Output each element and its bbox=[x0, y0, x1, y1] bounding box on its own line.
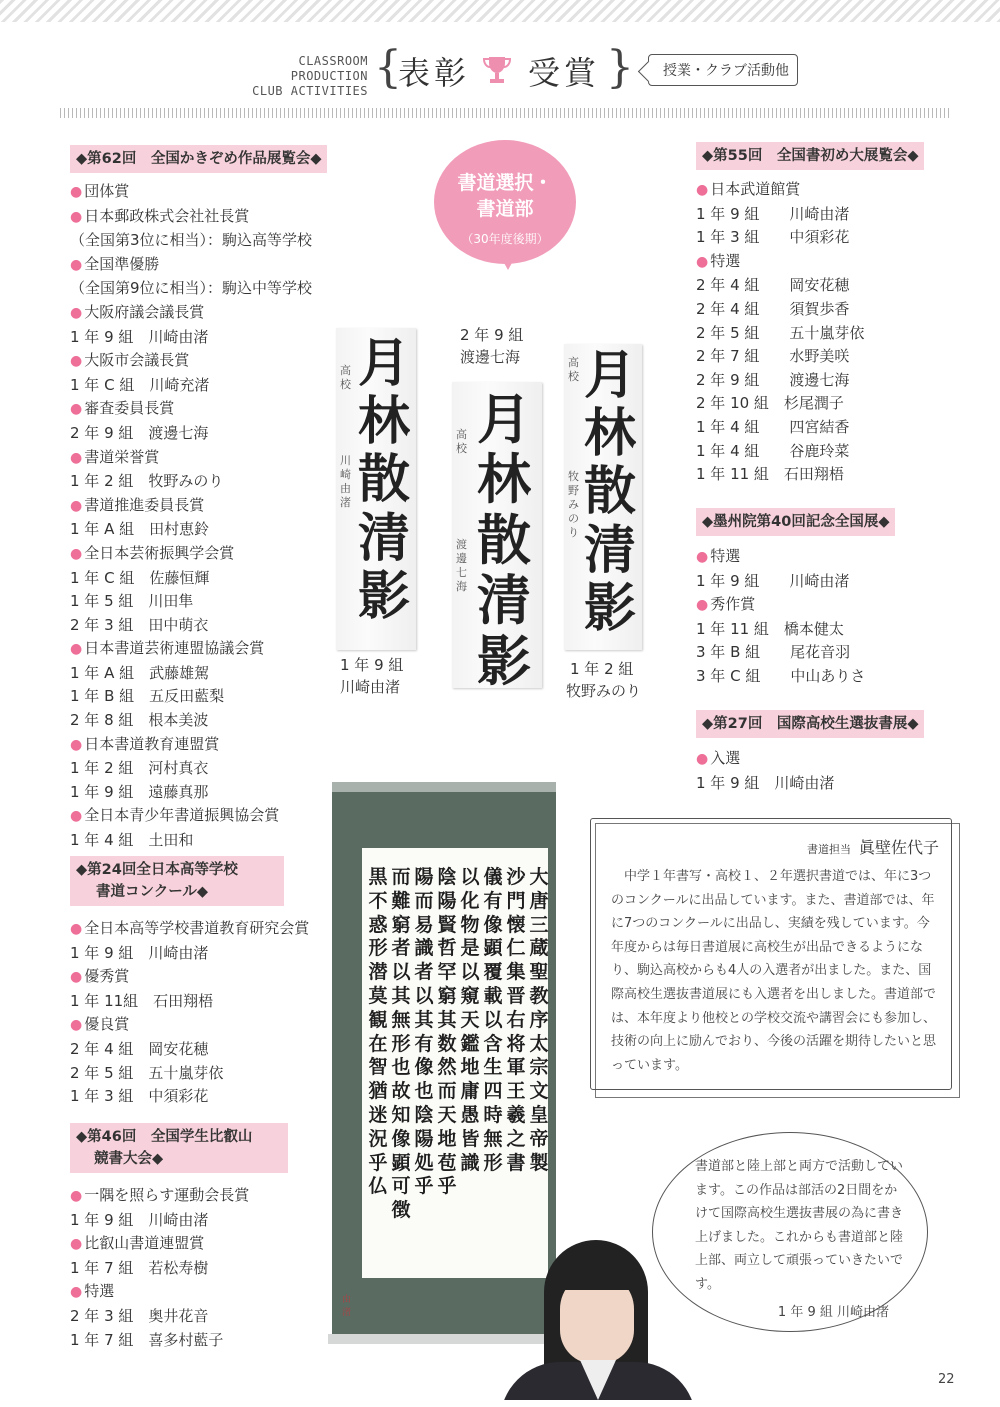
award-recipient: 1 年 4 組 四宮結香 bbox=[696, 417, 850, 436]
page-number: 22 bbox=[938, 1372, 955, 1387]
section-title-kokusai: ◆第27回 国際高校生選抜書展◆ bbox=[696, 710, 924, 738]
award-recipient: 3 年 C 組 中山ありさ bbox=[696, 666, 866, 685]
award-name: ● 秀作賞 bbox=[696, 593, 956, 618]
work-character: 林 bbox=[477, 447, 531, 512]
badge-tail bbox=[498, 252, 518, 270]
award-recipient: 2 年 7 組 水野美咲 bbox=[696, 347, 850, 366]
award-recipient: 1 年 2 組 牧野みのり bbox=[70, 472, 224, 491]
work-right-caption: 1 年 2 組 牧野みのり bbox=[566, 660, 642, 700]
award-list-bokushuin bbox=[696, 545, 956, 689]
award-list-kokusai bbox=[696, 747, 956, 795]
award-list-hieizan bbox=[70, 1184, 350, 1352]
right-column-2 bbox=[696, 508, 956, 689]
award-name: ● 日本書道芸術連盟協議会賞 bbox=[70, 637, 350, 662]
award-name: ● 優良賞 bbox=[70, 1013, 350, 1038]
student-quote-text: 書道部と陸上部と両方で活動しています。この作品は部活の2日間をかけて国際高校生選抜書展の為に書き上げました。これからも書道部と陸上部、両立して頑張っていきたいです。 bbox=[695, 1159, 904, 1292]
work-character: 清 bbox=[583, 519, 636, 581]
award-name: ● 全日本高等学校書道教育研究会賞 bbox=[70, 917, 350, 942]
scroll-column: 大 唐 三 蔵 聖 教 序 太 宗 文 皇 帝 製 bbox=[529, 866, 549, 1174]
award-recipient: 1 年 11組 石田翔梧 bbox=[70, 991, 214, 1010]
award-name: ● 書道推進委員長賞 bbox=[70, 494, 350, 519]
section-title-bokushuin: ◆墨州院第40回記念全国展◆ bbox=[696, 508, 895, 536]
heading-jusho: 受賞 bbox=[528, 54, 601, 92]
page-header bbox=[238, 44, 818, 100]
award-name: ● 全日本芸術振興学会賞 bbox=[70, 542, 350, 567]
award-recipient: 1 年 A 組 田村恵鈴 bbox=[70, 520, 210, 539]
award-recipient: 1 年 3 組 中須彩花 bbox=[696, 228, 850, 247]
work-character: 月 bbox=[477, 387, 531, 451]
award-recipient: 1 年 9 組 川崎由渚 bbox=[696, 204, 850, 223]
award-recipient: 2 年 10 組 杉尾潤子 bbox=[696, 394, 844, 413]
award-recipient: 1 年 9 組 川崎由渚 bbox=[696, 571, 850, 590]
award-name: ● 特選 bbox=[696, 250, 956, 275]
award-name: ● 審査委員長賞 bbox=[70, 397, 350, 422]
teacher-note bbox=[590, 818, 952, 1090]
calligraphy-work-right bbox=[564, 344, 642, 650]
work-character: 影 bbox=[583, 577, 636, 639]
award-name: ● 全日本青少年書道振興協会賞 bbox=[70, 804, 350, 829]
award-recipient: 2 年 3 組 田中萌衣 bbox=[70, 615, 209, 634]
award-recipient: 2 年 8 組 根本美波 bbox=[70, 711, 209, 730]
scroll-column: 陽 而 易 識 者 以 其 有 像 也 陰 陽 処 乎 bbox=[414, 866, 434, 1198]
work-character: 影 bbox=[477, 628, 531, 693]
award-recipient: （全国第9位に相当）：駒込中等学校 bbox=[70, 279, 313, 298]
category-tag: 授業・クラブ活動他 bbox=[648, 54, 798, 86]
work-left-text bbox=[356, 333, 412, 629]
award-name: ● 大阪市会議長賞 bbox=[70, 349, 350, 374]
section-title-kakizome-daiten: ◆第55回 全国書初め大展覧会◆ bbox=[696, 142, 924, 170]
section-title-koukou-shodo: ◆第24回全日本高等学校 書道コンクール◆ bbox=[70, 856, 284, 906]
work-character: 月 bbox=[357, 333, 410, 394]
award-recipient: 1 年 2 組 河村真衣 bbox=[70, 759, 209, 778]
work-left-school: 高校 bbox=[340, 364, 351, 391]
scroll-column: 而 難 窮 者 以 其 無 形 也 故 知 像 顕 可 徴 bbox=[391, 866, 411, 1222]
work-right-school: 高校 bbox=[568, 356, 579, 383]
award-recipient: 1 年 9 組 川崎由渚 bbox=[70, 327, 209, 346]
student-quote-name: 1 年 9 組 川崎由渚 bbox=[777, 1305, 889, 1320]
award-name: ● 日本郵政株式会社社長賞 bbox=[70, 205, 350, 230]
work-center-text bbox=[474, 387, 534, 694]
right-column bbox=[696, 142, 956, 487]
club-badge bbox=[434, 140, 576, 264]
scroll-column: 以 化 物 是 以 窺 天 鑑 地 庸 愚 皆 識 bbox=[460, 866, 480, 1174]
award-name: ● 全国準優勝 bbox=[70, 253, 350, 278]
work-character: 散 bbox=[477, 507, 531, 572]
left-column-2 bbox=[70, 856, 350, 1109]
award-recipient: 1 年 A 組 武藤雄駕 bbox=[70, 663, 210, 682]
award-recipient: 2 年 3 組 奥井花音 bbox=[70, 1306, 209, 1325]
english-heading: CLASSROOM PRODUCTION CLUB ACTIVITIES bbox=[252, 54, 368, 98]
award-recipient: 2 年 4 組 岡安花穂 bbox=[696, 276, 850, 295]
award-recipient: 2 年 5 組 五十嵐芽依 bbox=[696, 323, 865, 342]
work-character: 清 bbox=[477, 568, 531, 633]
award-recipient: 2 年 9 組 渡邊七海 bbox=[696, 370, 850, 389]
award-name: ● 入選 bbox=[696, 747, 956, 772]
scroll-column: 儀 有 像 顕 覆 載 以 含 生 四 時 無 形 bbox=[483, 866, 503, 1174]
scroll-column: 黒 不 惑 形 潜 莫 観 在 智 猶 迷 況 乎 仏 bbox=[368, 866, 388, 1198]
heading-hyosho: 表彰 bbox=[398, 54, 471, 92]
right-column-3 bbox=[696, 710, 956, 795]
calligraphy-work-center bbox=[452, 382, 542, 693]
award-recipient: 1 年 9 組 川崎由渚 bbox=[70, 1210, 209, 1229]
award-recipient: 1 年 9 組 遠藤真那 bbox=[70, 782, 209, 801]
award-list-kakizome bbox=[70, 180, 350, 853]
award-recipient: 1 年 B 組 五反田藍梨 bbox=[70, 687, 225, 706]
work-center-name: 渡邊七海 bbox=[456, 538, 467, 593]
teacher-note-body: 中学１年書写・高校１、２年選択書道では、年に3つのコンクールに出品しています。また、書道部では、年に7つのコンクールに出品し、実績を残しています。今年度からは毎日書道展に高校生が出品できるようになり、駒込高校からも4人の入選者が出ました。また、国際高校生選抜書道展にも入選者を出しました。書道部では、本年度より他校との学校交流や講習会にも参加し、技術の向上に励んでおり、今後の活躍を期待したいと思っています。 bbox=[611, 869, 937, 1073]
award-name: ● 日本武道館賞 bbox=[696, 178, 956, 203]
award-name: ● 特選 bbox=[70, 1280, 350, 1305]
award-recipient: 1 年 7 組 若松寿樹 bbox=[70, 1258, 209, 1277]
work-center-school: 高校 bbox=[456, 428, 467, 455]
award-recipient: 1 年 7 組 喜多村藍子 bbox=[70, 1330, 224, 1349]
award-recipient: 2 年 4 組 須賀歩香 bbox=[696, 299, 850, 318]
right-brace: } bbox=[606, 42, 634, 93]
award-list-koukou-shodo bbox=[70, 917, 350, 1109]
award-recipient: 2 年 4 組 岡安花穂 bbox=[70, 1039, 209, 1058]
award-recipient: 1 年 C 組 川崎充渚 bbox=[70, 375, 210, 394]
section-title-hieizan: ◆第46回 全国学生比叡山 競書大会◆ bbox=[70, 1123, 288, 1173]
badge-term: （30年度後期） bbox=[461, 232, 549, 246]
award-name: ● 団体賞 bbox=[70, 180, 350, 205]
trophy-icon bbox=[482, 54, 512, 86]
scroll-seal: 由渚 bbox=[342, 1295, 352, 1318]
award-name: ● 書道栄誉賞 bbox=[70, 446, 350, 471]
award-recipient: 1 年 11 組 橋本健太 bbox=[696, 619, 844, 638]
award-recipient: （全国第3位に相当）：駒込高等学校 bbox=[70, 231, 313, 250]
scroll-column: 沙 門 懐 仁 集 晋 右 将 軍 王 羲 之 書 bbox=[506, 866, 526, 1174]
award-recipient: 1 年 4 組 土田和 bbox=[70, 831, 194, 850]
work-right-name: 牧野みのり bbox=[568, 470, 579, 539]
work-character: 林 bbox=[357, 391, 410, 453]
calligraphy-work-left bbox=[336, 328, 416, 650]
award-name: ● 特選 bbox=[696, 545, 956, 570]
work-character: 影 bbox=[357, 565, 410, 627]
header-ruler bbox=[60, 108, 950, 118]
work-character: 清 bbox=[357, 507, 410, 569]
award-name: ● 大阪府議会議長賞 bbox=[70, 301, 350, 326]
award-name: ● 一隅を照らす運動会長賞 bbox=[70, 1184, 350, 1209]
left-column bbox=[70, 145, 350, 853]
work-right-text bbox=[582, 345, 638, 641]
work-character: 散 bbox=[583, 461, 636, 523]
badge-title: 書道選択・ 書道部 bbox=[457, 172, 553, 220]
section-title-kakizome: ◆第62回 全国かきぞめ作品展覧会◆ bbox=[70, 145, 327, 173]
award-recipient: 1 年 5 組 川田隼 bbox=[70, 592, 194, 611]
award-name: ● 比叡山書道連盟賞 bbox=[70, 1232, 350, 1257]
award-recipient: 1 年 3 組 中須彩花 bbox=[70, 1087, 209, 1106]
student-photo bbox=[500, 1238, 696, 1400]
work-center-caption: 2 年 9 組 渡邊七海 bbox=[460, 326, 524, 366]
award-recipient: 1 年 9 組 川崎由渚 bbox=[696, 773, 835, 792]
work-character: 散 bbox=[357, 449, 410, 511]
top-stripe bbox=[0, 0, 1000, 22]
scroll-top-rod bbox=[332, 782, 556, 792]
work-left-name: 川崎由渚 bbox=[340, 454, 351, 509]
award-recipient: 1 年 11 組 石田翔梧 bbox=[696, 465, 844, 484]
award-recipient: 1 年 9 組 川崎由渚 bbox=[70, 943, 209, 962]
award-recipient: 2 年 5 組 五十嵐芽依 bbox=[70, 1063, 224, 1082]
award-recipient: 2 年 9 組 渡邊七海 bbox=[70, 423, 209, 442]
award-name: ● 優秀賞 bbox=[70, 965, 350, 990]
award-recipient: 3 年 B 組 尾花音羽 bbox=[696, 643, 851, 662]
award-list-kakizome-daiten bbox=[696, 178, 956, 487]
teacher-note-head: 書道担当 眞壁佐代子 bbox=[806, 838, 939, 857]
work-character: 林 bbox=[583, 403, 636, 465]
work-left-caption: 1 年 9 組 川崎由渚 bbox=[340, 656, 404, 696]
left-column-3 bbox=[70, 1123, 350, 1352]
work-character: 月 bbox=[583, 345, 636, 406]
scroll-column: 陰 陽 賢 哲 罕 窮 其 数 然 而 天 地 苞 乎 bbox=[437, 866, 457, 1198]
left-brace: { bbox=[374, 42, 402, 93]
award-recipient: 1 年 C 組 佐藤恒輝 bbox=[70, 568, 210, 587]
award-name: ● 日本書道教育連盟賞 bbox=[70, 733, 350, 758]
award-recipient: 1 年 4 組 谷鹿玲菜 bbox=[696, 441, 850, 460]
